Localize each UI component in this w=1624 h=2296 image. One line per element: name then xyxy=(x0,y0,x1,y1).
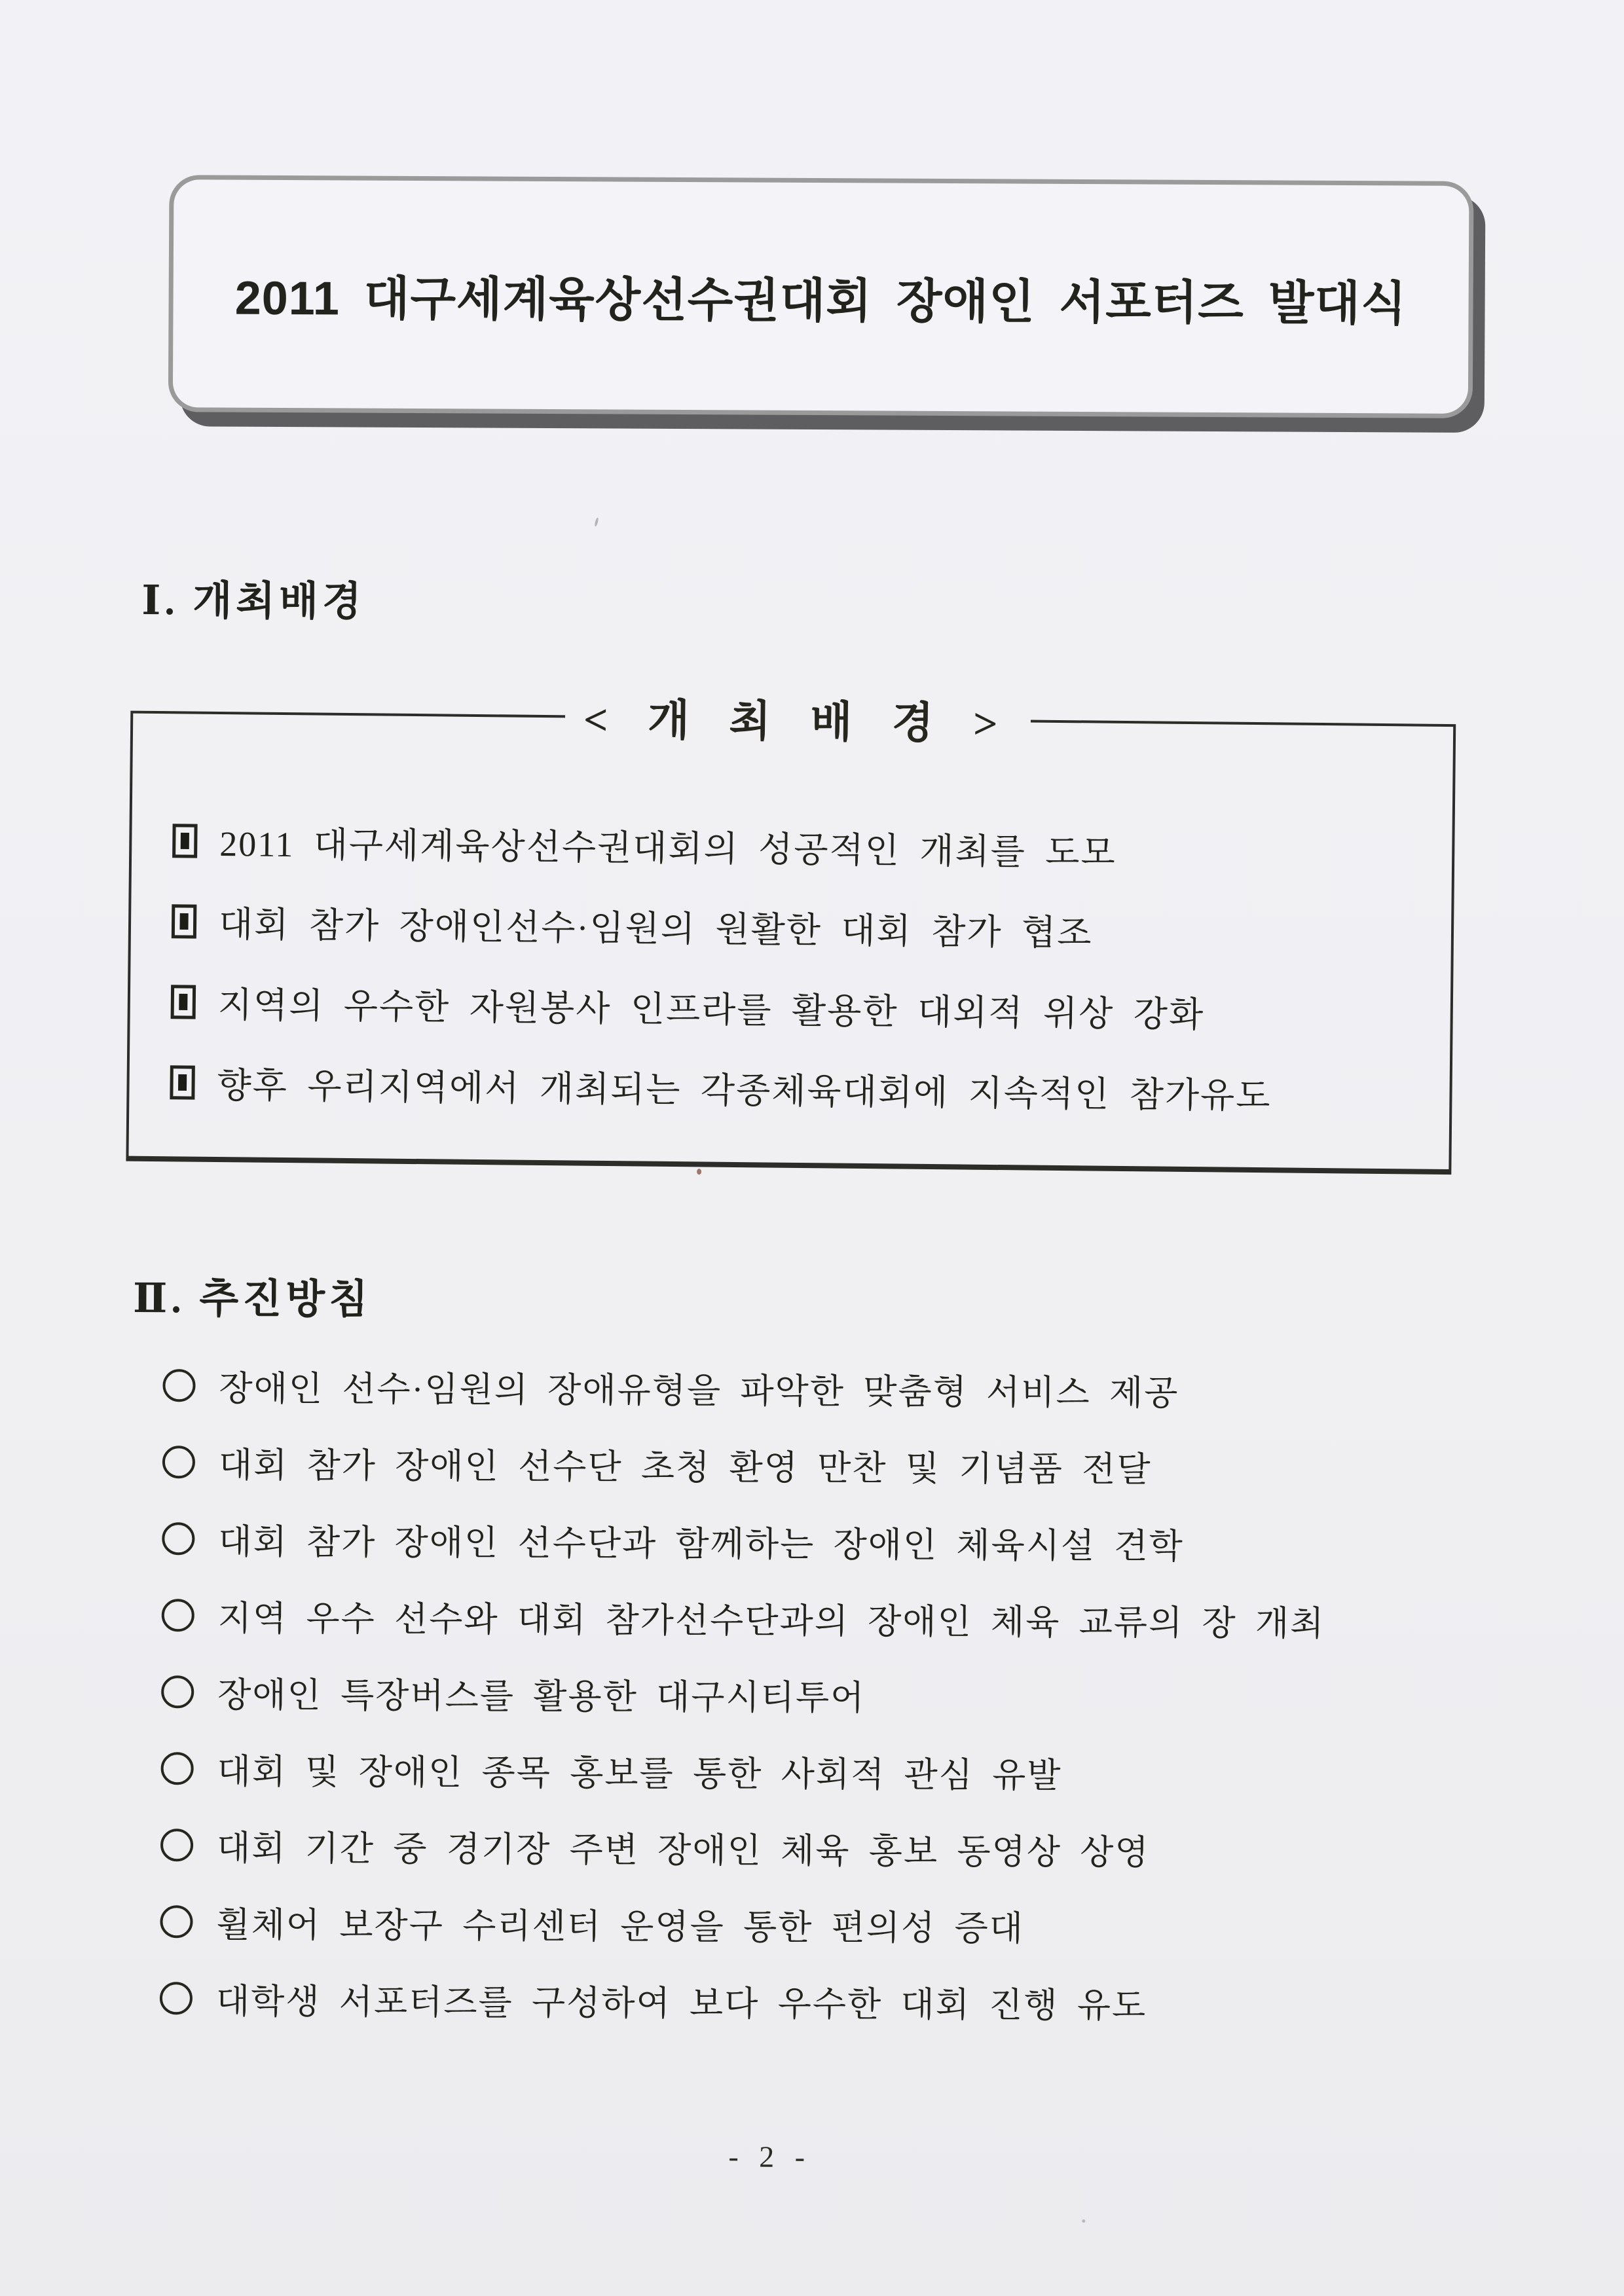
background-item-text: 2011 대구세계육상선수권대회의 성공적인 개최를 도모 xyxy=(219,824,1116,873)
circle-bullet-icon xyxy=(162,1369,195,1402)
scan-speck xyxy=(1082,2219,1085,2223)
circle-bullet-icon xyxy=(160,1982,193,2014)
policy-item xyxy=(160,1730,1543,1813)
policy-item-text: 지역 우수 선수와 대회 참가선수단과의 장애인 체육 교류의 장 개최 xyxy=(217,1599,1325,1643)
section2-heading: Ⅱ. 추진방침 xyxy=(132,1276,373,1322)
background-item-text: 지역의 우수한 자원봉사 인프라를 활용한 대외적 위상 강화 xyxy=(217,985,1205,1035)
background-item xyxy=(171,881,1425,974)
policy-item-text: 대회 참가 장애인 선수단 초청 환영 만찬 및 기념품 전달 xyxy=(218,1446,1152,1489)
policy-item-list xyxy=(160,1347,1545,2043)
circle-bullet-icon xyxy=(162,1522,194,1555)
circle-bullet-icon xyxy=(161,1752,194,1785)
section1-heading: Ⅰ. 개최배경 xyxy=(141,578,366,625)
page-number: - 2 - xyxy=(728,2140,812,2174)
circle-bullet-icon xyxy=(162,1599,194,1631)
policy-item-text: 장애인 특장버스를 활용한 대구시티투어 xyxy=(217,1676,866,1717)
document-title: 2011 대구세계육상선수권대회 장애인 서포터즈 발대식 xyxy=(234,272,1407,331)
background-item xyxy=(170,1042,1424,1135)
square-bullet-icon xyxy=(171,985,196,1019)
background-box-header: < 개 최 배 경 > xyxy=(565,684,1031,751)
policy-item-text: 대학생 서포터즈를 구성하여 보다 우수한 대회 진행 유도 xyxy=(215,1982,1147,2026)
policy-item xyxy=(161,1653,1543,1736)
background-item xyxy=(172,800,1426,893)
scan-speck xyxy=(697,1169,701,1175)
policy-item xyxy=(160,1959,1542,2043)
title-banner xyxy=(168,175,1474,418)
circle-bullet-icon xyxy=(160,1905,193,1938)
background-box xyxy=(126,696,1456,1175)
policy-item-text: 대회 및 장애인 종목 홍보를 통한 사회적 관심 유발 xyxy=(217,1753,1062,1795)
background-item-text: 향후 우리지역에서 개최되는 각종체육대회에 지속적인 참가유도 xyxy=(217,1065,1272,1116)
policy-item-text: 대회 기간 중 경기장 주변 장애인 체육 홍보 동영상 상영 xyxy=(216,1829,1150,1872)
policy-item-text: 휠체어 보장구 수리센터 운영을 통한 편의성 증대 xyxy=(216,1906,1025,1948)
circle-bullet-icon xyxy=(161,1675,194,1708)
square-bullet-icon xyxy=(170,1065,195,1099)
policy-item xyxy=(162,1576,1544,1660)
circle-bullet-icon xyxy=(160,1829,193,1861)
policy-item xyxy=(160,1806,1543,1889)
background-item xyxy=(170,961,1424,1054)
policy-item xyxy=(160,1883,1542,1966)
background-item-text: 대회 참가 장애인선수·임원의 원활한 대회 참가 협조 xyxy=(218,904,1093,953)
square-bullet-icon xyxy=(172,824,198,858)
policy-item xyxy=(162,1423,1545,1506)
scan-speck xyxy=(594,517,599,527)
square-bullet-icon xyxy=(172,904,197,938)
policy-item xyxy=(162,1347,1545,1430)
circle-bullet-icon xyxy=(162,1446,195,1478)
policy-item xyxy=(162,1500,1544,1583)
background-item-list xyxy=(129,714,1453,1135)
policy-item-text: 대회 참가 장애인 선수단과 함께하는 장애인 체육시설 견학 xyxy=(218,1523,1184,1566)
policy-item-text: 장애인 선수·임원의 장애유형을 파악한 맞춤형 서비스 제공 xyxy=(219,1370,1179,1413)
